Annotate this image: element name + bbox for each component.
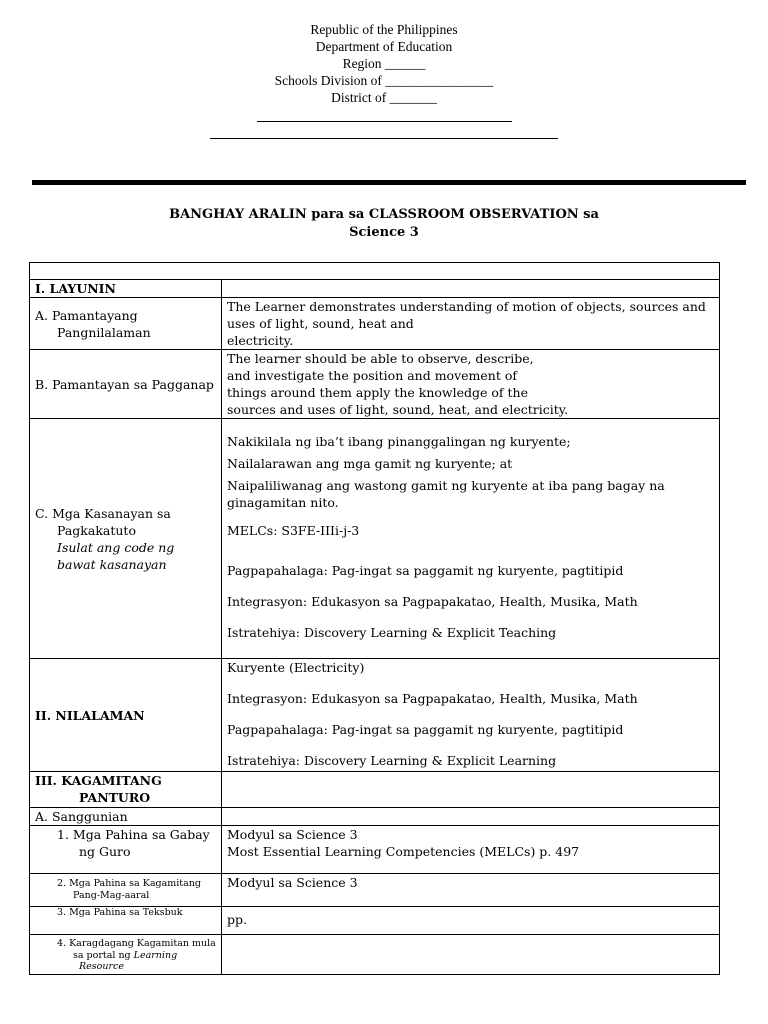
label-gabay-guro	[30, 826, 222, 874]
value-line: Integrasyon: Edukasyon sa Pagpapakatao, Health, Musika, Math	[227, 594, 638, 609]
value-line: Integrasyon: Edukasyon sa Pagpapakatao, Health, Musika, Math	[227, 691, 638, 706]
empty-cell	[222, 808, 720, 826]
label-teksbuk	[30, 907, 222, 935]
value-line: Naipaliliwanag ang wastong gamit ng kuryente at iba pang bagay na	[227, 478, 665, 493]
value-line: electricity.	[227, 333, 294, 348]
label-kasanayan	[30, 419, 222, 659]
table-row	[30, 826, 720, 874]
value-pamantayan-pagganap	[222, 350, 720, 419]
table-row	[30, 874, 720, 907]
table-row	[30, 907, 720, 935]
label-pamantayang-pangnilalaman	[30, 298, 222, 350]
label-sanggunian: A. Sanggunian	[30, 808, 222, 826]
label-line: Pangnilalaman	[57, 324, 151, 340]
label-line: ng Guro	[79, 844, 131, 859]
table-row	[30, 350, 720, 419]
header-region: Region ______	[342, 56, 426, 71]
value-line: Kuryente (Electricity)	[227, 660, 365, 675]
empty-cell	[222, 280, 720, 298]
empty-cell	[222, 935, 720, 975]
doc-subtitle: Science 3	[349, 225, 419, 240]
label-pamantayan-pagganap: B. Pamantayan sa Pagganap	[30, 350, 222, 419]
value-nilalaman	[222, 659, 720, 772]
value-line: The learner should be able to observe, describe,	[227, 351, 534, 366]
value-teksbuk: pp.	[222, 907, 720, 935]
label-line: 3. Mga Pahina sa Teksbuk	[57, 907, 183, 918]
label-line	[35, 950, 216, 962]
label-line: 1. Mga Pahina sa Gabay	[57, 827, 210, 842]
label-line: Resource	[79, 961, 124, 972]
value-line: Istratehiya: Discovery Learning & Explicit Teaching	[227, 625, 557, 640]
melcs-code: MELCs: S3FE-IIIi-j-3	[227, 523, 360, 538]
label-karagdagang-kagamitan	[30, 935, 222, 975]
value-gabay-guro	[222, 826, 720, 874]
value-line: Pagpapahalaga: Pag-ingat sa paggamit ng kuryente, pagtitipid	[227, 722, 624, 737]
label-line: Isulat ang code ng	[57, 539, 175, 555]
value-line: uses of light, sound, heat and	[227, 316, 414, 331]
lesson-plan-table	[29, 262, 720, 975]
value-line: Nakikilala ng iba’t ibang pinanggalingan ng kuryente;	[227, 434, 571, 449]
section-kagamitang-panturo	[30, 772, 222, 808]
value-line: Istratehiya: Discovery Learning & Explicit Learning	[227, 753, 557, 768]
header-underline-2	[210, 138, 558, 139]
label-line: Pang-Mag-aaral	[73, 889, 150, 901]
table-row	[30, 419, 720, 659]
label-line: 2. Mga Pahina sa Kagamitang	[57, 878, 201, 889]
section-layunin: I. LAYUNIN	[30, 280, 222, 298]
table-row	[30, 935, 720, 975]
header-divider	[32, 180, 746, 185]
label-text: sa portal ng	[73, 949, 134, 961]
label-text-italic: Learning	[133, 949, 178, 961]
value-line: and investigate the position and movement of	[227, 368, 517, 383]
value-pamantayang-pangnilalaman	[222, 298, 720, 350]
header-department: Department of Education	[315, 39, 453, 54]
label-line: C. Mga Kasanayan sa	[35, 505, 171, 521]
value-line: The Learner demonstrates understanding of motion of objects, sources and	[227, 299, 706, 314]
value-line: ginagamitan nito.	[227, 495, 339, 510]
table-header-row	[30, 263, 720, 280]
table-header-cell	[30, 263, 720, 280]
value-line: sources and uses of light, sound, heat, and electricity.	[227, 402, 569, 417]
label-kagamitang-magaaral	[30, 874, 222, 907]
value-kasanayan	[222, 419, 720, 659]
label-line: PANTURO	[79, 790, 151, 805]
label-line: Pagkakatuto	[57, 522, 136, 538]
doc-title: BANGHAY ARALIN para sa CLASSROOM OBSERVATION sa	[169, 207, 599, 222]
table-row	[30, 659, 720, 772]
table-row	[30, 808, 720, 826]
table-row	[30, 298, 720, 350]
value-line: Modyul sa Science 3	[227, 827, 358, 842]
label-line: III. KAGAMITANG	[35, 773, 162, 788]
header-division: Schools Division of ________________	[274, 73, 494, 88]
empty-cell	[222, 772, 720, 808]
label-line: 4. Karagdagang Kagamitan mula	[57, 938, 216, 949]
table-row	[30, 772, 720, 808]
value-line: Pagpapahalaga: Pag-ingat sa paggamit ng kuryente, pagtitipid	[227, 563, 624, 578]
label-line: bawat kasanayan	[57, 556, 167, 572]
value-line: Nailalarawan ang mga gamit ng kuryente; at	[227, 456, 513, 471]
header-republic: Republic of the Philippines	[310, 22, 458, 37]
value-kagamitang-magaaral: Modyul sa Science 3	[222, 874, 720, 907]
table-row	[30, 280, 720, 298]
value-line: Most Essential Learning Competencies (MELCs) p. 497	[227, 844, 580, 859]
section-nilalaman: II. NILALAMAN	[30, 659, 222, 772]
value-line: things around them apply the knowledge of the	[227, 385, 528, 400]
label-line: A. Pamantayang	[35, 307, 138, 323]
header-underline-1	[257, 121, 512, 122]
header-district: District of _______	[331, 90, 437, 105]
